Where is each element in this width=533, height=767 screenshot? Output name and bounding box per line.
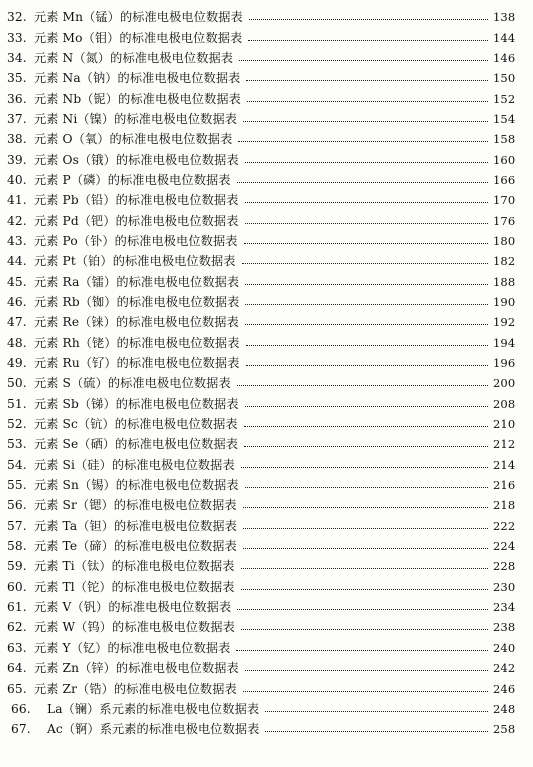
entry-page-number: 210 xyxy=(493,417,516,432)
entry-page-number: 160 xyxy=(493,152,516,167)
entry-title: 元素 Se（硒）的标准电极电位数据表 xyxy=(34,437,239,452)
toc-entry xyxy=(7,556,515,576)
toc-entry xyxy=(7,434,515,454)
leader-dots xyxy=(243,506,488,508)
entry-page-number: 246 xyxy=(493,681,516,696)
toc-entry xyxy=(7,577,515,597)
entry-page-number: 194 xyxy=(493,335,516,350)
leader-dots xyxy=(243,120,488,122)
toc-entry xyxy=(7,475,515,495)
leader-dots xyxy=(245,669,488,671)
entry-number: 48. xyxy=(7,335,27,350)
entry-title: 元素 Os（锇）的标准电极电位数据表 xyxy=(34,152,239,167)
toc-entry xyxy=(7,129,515,149)
entry-number: 37. xyxy=(7,111,27,126)
entry-title: 元素 Sb（锑）的标准电极电位数据表 xyxy=(34,396,239,411)
entry-title: 元素 Ru（钌）的标准电极电位数据表 xyxy=(34,356,240,371)
entry-number: 34. xyxy=(7,50,27,65)
toc-entry xyxy=(7,495,515,515)
leader-dots xyxy=(239,59,488,61)
entry-title: 元素 P（磷）的标准电极电位数据表 xyxy=(34,172,231,187)
leader-dots xyxy=(248,39,488,41)
entry-title: Ac（锕）系元素的标准电极电位数据表 xyxy=(47,722,260,737)
entry-title: 元素 Na（钠）的标准电极电位数据表 xyxy=(34,71,241,86)
entry-number: 65. xyxy=(7,681,27,696)
entry-page-number: 182 xyxy=(493,254,516,269)
entry-title: 元素 O（氧）的标准电极电位数据表 xyxy=(34,132,233,147)
entry-page-number: 138 xyxy=(493,10,516,25)
entry-page-number: 192 xyxy=(493,315,516,330)
toc-entry xyxy=(7,678,515,698)
entry-page-number: 248 xyxy=(493,701,516,716)
leader-dots xyxy=(238,140,488,142)
toc-entry xyxy=(7,292,515,312)
entry-title: 元素 Sn（锡）的标准电极电位数据表 xyxy=(34,478,239,493)
leader-dots xyxy=(265,730,488,732)
entry-title: 元素 Pb（铅）的标准电极电位数据表 xyxy=(34,193,239,208)
entry-title: 元素 Tl（铊）的标准电极电位数据表 xyxy=(34,579,235,594)
leader-dots xyxy=(237,384,488,386)
entry-number: 47. xyxy=(7,315,27,330)
entry-title: 元素 V（钒）的标准电极电位数据表 xyxy=(34,600,232,615)
entry-number: 41. xyxy=(7,193,27,208)
leader-dots xyxy=(244,445,488,447)
leader-dots xyxy=(241,466,488,468)
entry-number: 64. xyxy=(7,661,27,676)
leader-dots xyxy=(245,323,488,325)
entry-page-number: 150 xyxy=(493,71,516,86)
toc-entry xyxy=(7,719,515,739)
entry-number: 52. xyxy=(7,417,27,432)
toc-entry xyxy=(7,231,515,251)
entry-number: 56. xyxy=(7,498,27,513)
entry-number: 57. xyxy=(7,518,27,533)
leader-dots xyxy=(243,547,488,549)
leader-dots xyxy=(246,344,488,346)
entry-title: 元素 Pt（铂）的标准电极电位数据表 xyxy=(34,254,236,269)
entry-page-number: 214 xyxy=(493,457,516,472)
toc-entry xyxy=(7,149,515,169)
leader-dots xyxy=(246,364,488,366)
toc-entry xyxy=(7,353,515,373)
entry-number: 63. xyxy=(7,640,27,655)
leader-dots xyxy=(245,201,489,203)
entry-page-number: 152 xyxy=(493,91,516,106)
entry-number: 53. xyxy=(7,437,27,452)
entry-number: 40. xyxy=(7,172,27,187)
leader-dots xyxy=(245,486,488,488)
entry-page-number: 218 xyxy=(493,498,516,513)
leader-dots xyxy=(245,283,488,285)
entry-number: 49. xyxy=(7,356,27,371)
entry-number: 32. xyxy=(7,10,27,25)
entry-title: 元素 Si（硅）的标准电极电位数据表 xyxy=(34,457,235,472)
entry-page-number: 230 xyxy=(493,579,516,594)
leader-dots xyxy=(237,608,488,610)
entry-title: 元素 Rh（铑）的标准电极电位数据表 xyxy=(34,335,240,350)
leader-dots xyxy=(236,649,488,651)
entry-title: 元素 N（氮）的标准电极电位数据表 xyxy=(34,50,234,65)
entry-page-number: 258 xyxy=(493,722,516,737)
leader-dots xyxy=(241,567,488,569)
leader-dots xyxy=(245,303,488,305)
entry-title: 元素 Po（钋）的标准电极电位数据表 xyxy=(34,233,238,248)
toc-entry xyxy=(7,373,515,393)
entry-title: 元素 Ta（钽）的标准电极电位数据表 xyxy=(34,518,237,533)
entry-page-number: 200 xyxy=(493,376,516,391)
table-of-contents xyxy=(7,7,515,739)
entry-page-number: 222 xyxy=(493,518,516,533)
entry-number: 38. xyxy=(7,132,27,147)
entry-title: 元素 W（钨）的标准电极电位数据表 xyxy=(34,620,235,635)
entry-title: 元素 Pd（钯）的标准电极电位数据表 xyxy=(34,213,239,228)
entry-number: 55. xyxy=(7,478,27,493)
entry-page-number: 196 xyxy=(493,356,516,371)
entry-page-number: 224 xyxy=(493,539,516,554)
entry-title: 元素 Ra（镭）的标准电极电位数据表 xyxy=(34,274,240,289)
entry-title: 元素 Rb（铷）的标准电极电位数据表 xyxy=(34,294,240,309)
entry-title: 元素 Ti（钛）的标准电极电位数据表 xyxy=(34,559,235,574)
entry-title: 元素 Mo（钼）的标准电极电位数据表 xyxy=(34,30,243,45)
toc-entry xyxy=(7,170,515,190)
toc-entry xyxy=(7,210,515,230)
entry-page-number: 176 xyxy=(493,213,516,228)
toc-entry xyxy=(7,251,515,271)
entry-page-number: 158 xyxy=(493,132,516,147)
toc-entry xyxy=(7,190,515,210)
toc-entry xyxy=(7,597,515,617)
entry-page-number: 238 xyxy=(493,620,516,635)
leader-dots xyxy=(243,690,488,692)
toc-entry xyxy=(7,7,515,27)
entry-number: 44. xyxy=(7,254,27,269)
entry-title: 元素 Nb（铌）的标准电极电位数据表 xyxy=(34,91,241,106)
entry-number: 45. xyxy=(7,274,27,289)
entry-number: 58. xyxy=(7,539,27,554)
toc-entry xyxy=(7,27,515,47)
toc-entry xyxy=(7,516,515,536)
leader-dots xyxy=(244,425,488,427)
entry-page-number: 228 xyxy=(493,559,516,574)
entry-number: 42. xyxy=(7,213,27,228)
toc-entry xyxy=(7,455,515,475)
toc-entry xyxy=(7,394,515,414)
entry-number: 43. xyxy=(7,233,27,248)
toc-entry xyxy=(7,638,515,658)
entry-number: 60. xyxy=(7,579,27,594)
entry-page-number: 242 xyxy=(493,661,516,676)
entry-title: 元素 Sc（钪）的标准电极电位数据表 xyxy=(34,417,238,432)
entry-number: 67. xyxy=(11,722,31,737)
entry-number: 50. xyxy=(7,376,27,391)
entry-number: 62. xyxy=(7,620,27,635)
toc-entry xyxy=(7,414,515,434)
entry-number: 61. xyxy=(7,600,27,615)
entry-number: 51. xyxy=(7,396,27,411)
leader-dots xyxy=(242,262,488,264)
entry-page-number: 190 xyxy=(493,294,516,309)
leader-dots xyxy=(244,242,488,244)
entry-page-number: 208 xyxy=(493,396,516,411)
entry-title: 元素 Y（钇）的标准电极电位数据表 xyxy=(34,640,231,655)
entry-page-number: 188 xyxy=(493,274,516,289)
leader-dots xyxy=(265,710,488,712)
entry-page-number: 216 xyxy=(493,478,516,493)
toc-entry xyxy=(7,536,515,556)
entry-page-number: 146 xyxy=(493,50,516,65)
toc-entry xyxy=(7,271,515,291)
leader-dots xyxy=(249,18,488,20)
entry-title: La（镧）系元素的标准电极电位数据表 xyxy=(47,701,260,716)
toc-entry xyxy=(7,109,515,129)
leader-dots xyxy=(245,405,488,407)
leader-dots xyxy=(246,79,488,81)
leader-dots xyxy=(245,222,489,224)
entry-title: 元素 Ni（镍）的标准电极电位数据表 xyxy=(34,111,238,126)
entry-page-number: 154 xyxy=(493,111,516,126)
entry-page-number: 240 xyxy=(493,640,516,655)
entry-page-number: 166 xyxy=(493,172,516,187)
entry-page-number: 144 xyxy=(493,30,516,45)
entry-number: 54. xyxy=(7,457,27,472)
entry-page-number: 170 xyxy=(493,193,516,208)
entry-title: 元素 Te（碲）的标准电极电位数据表 xyxy=(34,539,237,554)
entry-page-number: 234 xyxy=(493,600,516,615)
toc-entry xyxy=(7,658,515,678)
leader-dots xyxy=(241,588,488,590)
entry-title: 元素 S（硫）的标准电极电位数据表 xyxy=(34,376,231,391)
entry-number: 33. xyxy=(7,30,27,45)
entry-title: 元素 Sr（锶）的标准电极电位数据表 xyxy=(34,498,237,513)
entry-number: 36. xyxy=(7,91,27,106)
entry-page-number: 212 xyxy=(493,437,516,452)
entry-number: 46. xyxy=(7,294,27,309)
leader-dots xyxy=(237,181,488,183)
toc-entry xyxy=(7,617,515,637)
entry-title: 元素 Zr（锆）的标准电极电位数据表 xyxy=(34,681,237,696)
toc-entry xyxy=(7,699,515,719)
entry-title: 元素 Zn（锌）的标准电极电位数据表 xyxy=(34,661,239,676)
leader-dots xyxy=(243,527,488,529)
entry-number: 66. xyxy=(11,701,31,716)
toc-entry xyxy=(7,333,515,353)
leader-dots xyxy=(241,628,488,630)
toc-entry xyxy=(7,312,515,332)
toc-entry xyxy=(7,48,515,68)
leader-dots xyxy=(245,161,488,163)
entry-page-number: 180 xyxy=(493,233,516,248)
entry-number: 35. xyxy=(7,71,27,86)
entry-title: 元素 Mn（锰）的标准电极电位数据表 xyxy=(34,10,243,25)
leader-dots xyxy=(247,100,488,102)
toc-entry xyxy=(7,88,515,108)
toc-entry xyxy=(7,68,515,88)
entry-title: 元素 Re（铼）的标准电极电位数据表 xyxy=(34,315,239,330)
entry-number: 59. xyxy=(7,559,27,574)
entry-number: 39. xyxy=(7,152,27,167)
